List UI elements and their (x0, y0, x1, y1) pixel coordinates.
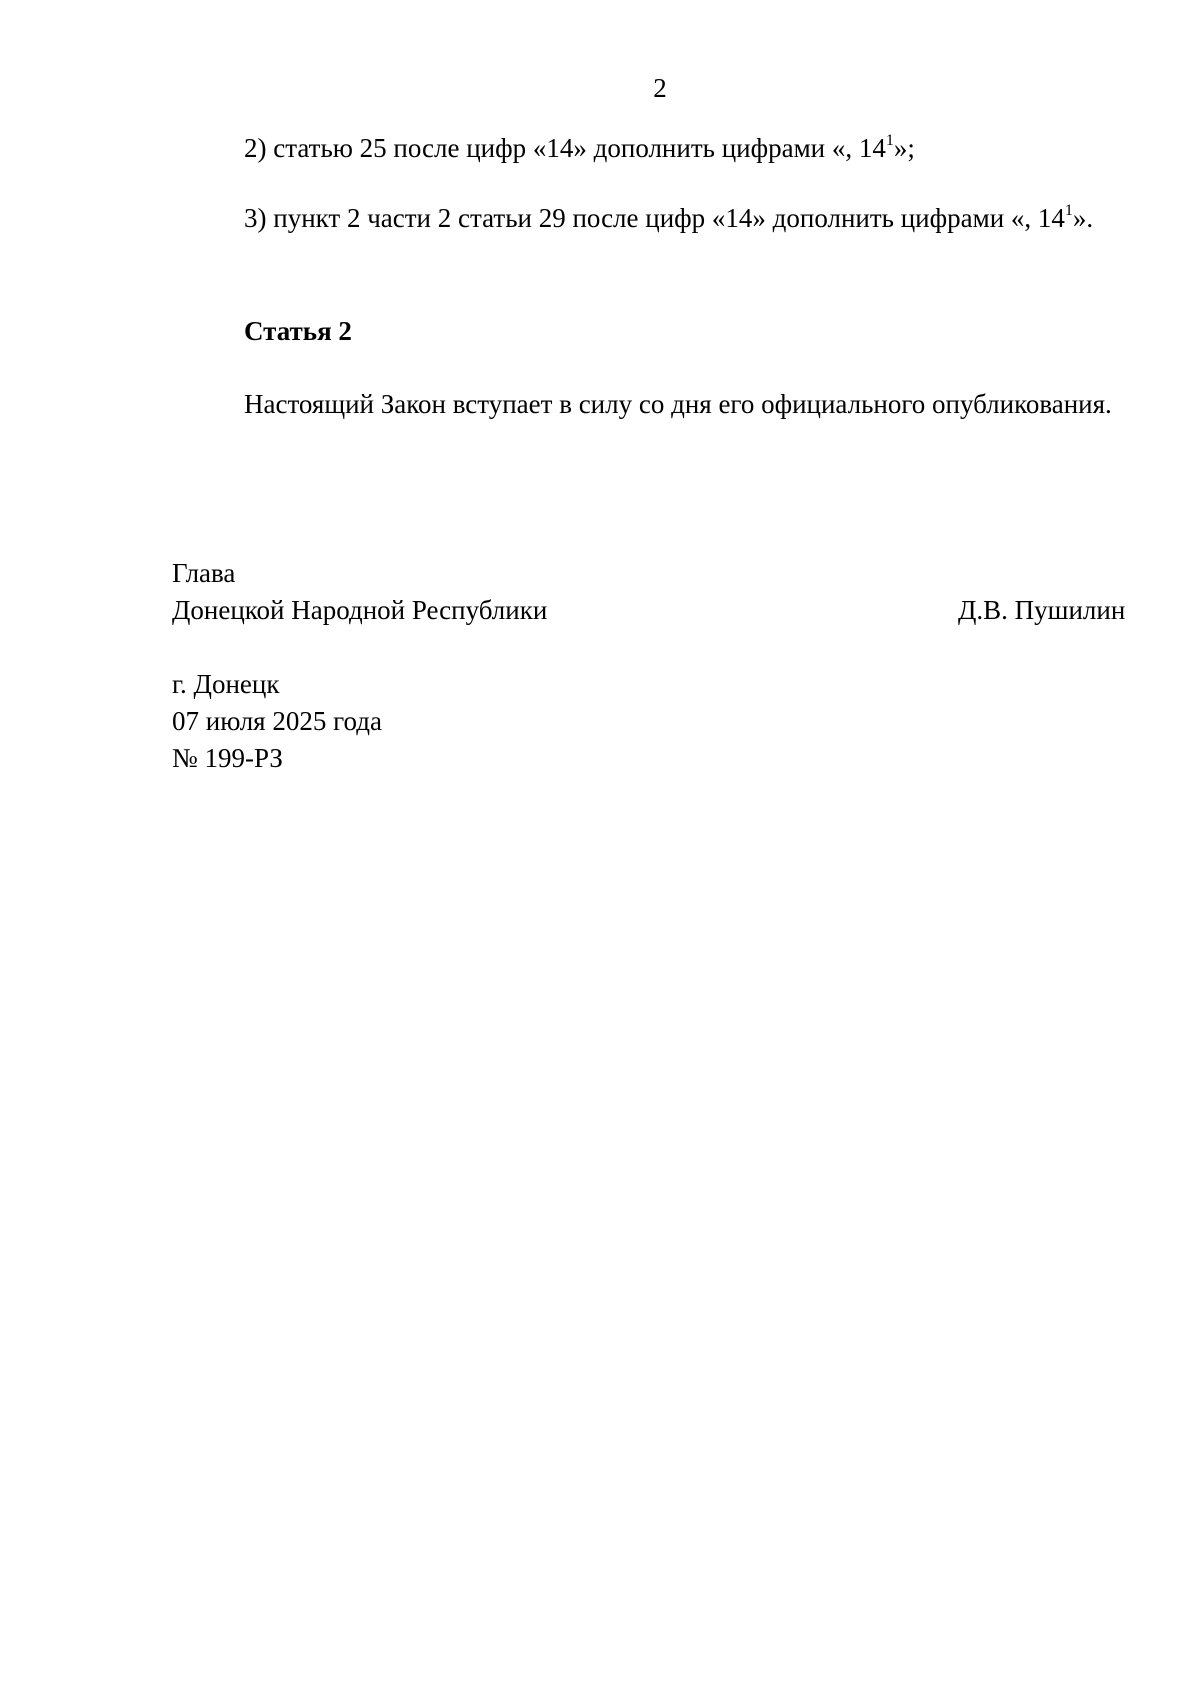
signature-title-line2: Донецкой Народной Республики (172, 595, 548, 625)
list-item-2 (172, 130, 1150, 166)
superscript: 1 (1064, 202, 1073, 219)
footer-date: 07 июля 2025 года (172, 706, 382, 736)
list-item-3 (172, 200, 1150, 237)
list-item-text: 3) пункт 2 части 2 статьи 29 после цифр «14» дополнить цифрами «, 14 (244, 203, 1065, 233)
signature-name: Д.В. Пушилин (958, 595, 1126, 625)
article-body: Настоящий Закон вступает в силу со дня его официального опубликования. (244, 389, 1112, 419)
page-number: 2 (653, 73, 667, 103)
list-item-text-end: ». (1072, 203, 1094, 233)
superscript: 1 (885, 132, 894, 149)
footer-city: г. Донецк (172, 669, 280, 699)
list-item-text: 2) статью 25 после цифр «14» дополнить цифрами «, 14 (244, 133, 886, 163)
signature-title-line1: Глава (172, 558, 236, 588)
footer-number: № 199-РЗ (172, 743, 283, 773)
list-item-text-end: »; (893, 133, 915, 163)
article-heading: Статья 2 (244, 316, 352, 346)
